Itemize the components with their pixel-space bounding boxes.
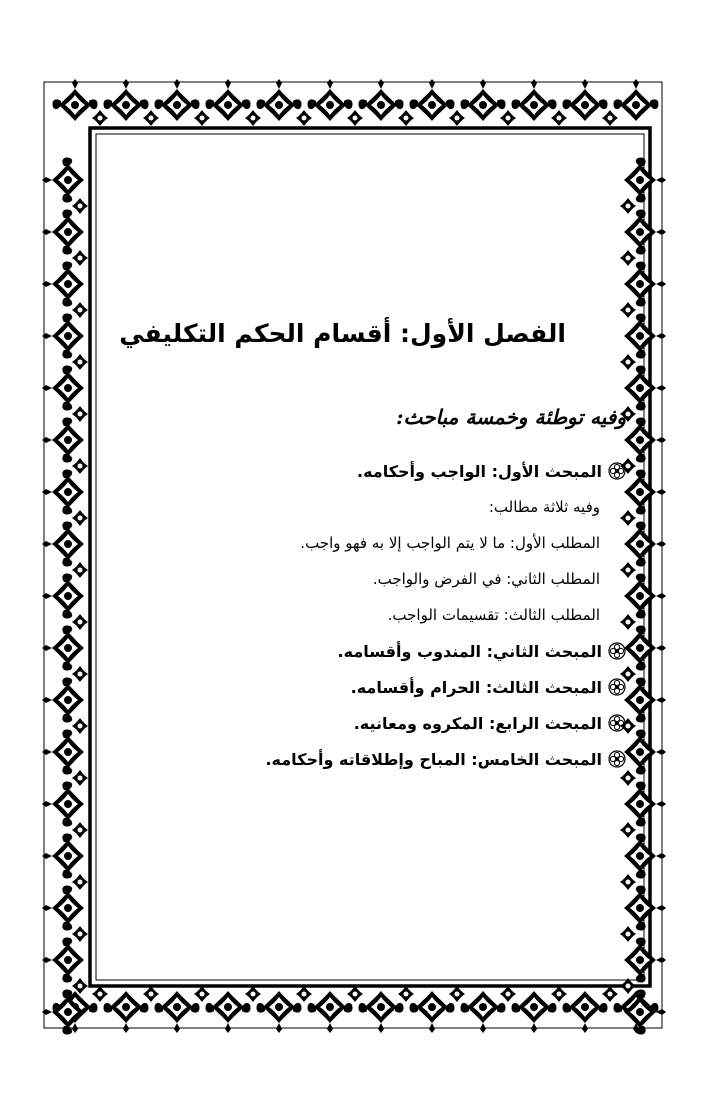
flower-icon bbox=[608, 462, 626, 480]
ornament-motif bbox=[72, 198, 88, 214]
ornament-motif bbox=[307, 79, 352, 121]
ornament-motif bbox=[143, 110, 159, 126]
ornament-motif bbox=[72, 354, 88, 370]
sections-list bbox=[96, 453, 626, 777]
ornament-motif bbox=[460, 79, 505, 121]
section-1 bbox=[96, 453, 626, 489]
flower-icon bbox=[608, 750, 626, 768]
ornament-motif bbox=[398, 986, 414, 1002]
section-label: المبحث الأول: الواجب وأحكامه. bbox=[357, 461, 602, 481]
ornament-motif bbox=[194, 986, 210, 1002]
ornament-motif bbox=[42, 833, 84, 878]
ornament-motif bbox=[511, 79, 556, 121]
ornament-motif bbox=[72, 250, 88, 266]
ornament-motif bbox=[143, 986, 159, 1002]
ornament-motif bbox=[602, 986, 618, 1002]
ornament-motif bbox=[256, 79, 301, 121]
ornament-motif bbox=[92, 110, 108, 126]
section-5 bbox=[96, 741, 626, 777]
ornament-motif bbox=[409, 79, 454, 121]
ornament-motif bbox=[42, 365, 84, 410]
ornament-motif bbox=[92, 986, 108, 1002]
ornament-motif bbox=[72, 926, 88, 942]
ornament-motif bbox=[460, 991, 505, 1033]
ornament-motif bbox=[72, 978, 88, 994]
ornament-motif bbox=[449, 986, 465, 1002]
chapter-intro: وفيه توطئة وخمسة مباحث: bbox=[396, 405, 626, 429]
ornament-motif bbox=[194, 110, 210, 126]
section-label: المبحث الرابع: المكروه ومعانيه. bbox=[353, 713, 602, 733]
subsection-3: المطلب الثالث: تقسيمات الواجب. bbox=[387, 606, 600, 624]
ornament-motif bbox=[72, 874, 88, 890]
ornament-motif bbox=[347, 110, 363, 126]
ornament-motif bbox=[42, 781, 84, 826]
ornament-motif bbox=[562, 79, 607, 121]
ornament-motif bbox=[72, 406, 88, 422]
chapter-title: الفصل الأول: أقسام الحكم التكليفي bbox=[119, 319, 566, 348]
ornament-motif bbox=[72, 822, 88, 838]
section-label: المبحث الثاني: المندوب وأقسامه. bbox=[337, 641, 602, 661]
section-label: المبحث الخامس: المباح وإطلاقاته وأحكامه. bbox=[265, 749, 602, 769]
ornament-motif bbox=[500, 110, 516, 126]
ornament-motif bbox=[42, 625, 84, 670]
ornament-motif bbox=[358, 991, 403, 1033]
ornament-motif bbox=[205, 991, 250, 1033]
ornament-motif bbox=[154, 991, 199, 1033]
ornament-motif bbox=[42, 469, 84, 514]
ornament-motif bbox=[72, 770, 88, 786]
ornament-motif bbox=[42, 937, 84, 982]
ornament-motif bbox=[42, 261, 84, 306]
ornament-motif bbox=[72, 510, 88, 526]
ornament-motif bbox=[307, 991, 352, 1033]
ornament-motif bbox=[551, 986, 567, 1002]
ornament-motif bbox=[42, 313, 84, 358]
ornament-motif bbox=[154, 79, 199, 121]
ornament-motif bbox=[72, 614, 88, 630]
ornament-motif bbox=[72, 458, 88, 474]
ornament-motif bbox=[103, 991, 148, 1033]
ornament-motif bbox=[245, 110, 261, 126]
ornament-motif bbox=[42, 729, 84, 774]
flower-icon bbox=[608, 678, 626, 696]
section-2 bbox=[96, 633, 626, 669]
ornament-motif bbox=[358, 79, 403, 121]
ornament-motif bbox=[347, 986, 363, 1002]
border-top-ornaments bbox=[52, 79, 658, 126]
ornament-motif bbox=[500, 986, 516, 1002]
ornament-motif bbox=[449, 110, 465, 126]
ornament-motif bbox=[42, 417, 84, 462]
ornament-motif bbox=[562, 991, 607, 1033]
ornament-motif bbox=[42, 157, 84, 202]
ornament-motif bbox=[72, 562, 88, 578]
flower-icon bbox=[608, 642, 626, 660]
ornament-motif bbox=[296, 110, 312, 126]
ornament-motif bbox=[613, 79, 658, 121]
ornament-motif bbox=[103, 79, 148, 121]
ornament-motif bbox=[72, 666, 88, 682]
section-label: المبحث الثالث: الحرام وأقسامه. bbox=[350, 677, 602, 697]
ornament-motif bbox=[42, 521, 84, 566]
ornament-motif bbox=[602, 110, 618, 126]
ornament-motif bbox=[551, 110, 567, 126]
ornament-motif bbox=[42, 885, 84, 930]
ornament-motif bbox=[72, 302, 88, 318]
ornament-motif bbox=[256, 991, 301, 1033]
ornament-motif bbox=[205, 79, 250, 121]
subsection-2: المطلب الثاني: في الفرض والواجب. bbox=[372, 570, 600, 588]
section-3 bbox=[96, 669, 626, 705]
ornament-motif bbox=[511, 991, 556, 1033]
ornament-motif bbox=[42, 677, 84, 722]
border-bottom-ornaments bbox=[52, 986, 658, 1033]
ornament-motif bbox=[245, 986, 261, 1002]
ornament-motif bbox=[409, 991, 454, 1033]
ornament-motif bbox=[52, 79, 97, 121]
section-4 bbox=[96, 705, 626, 741]
flower-icon bbox=[608, 714, 626, 732]
subsections-intro: وفيه ثلاثة مطالب: bbox=[488, 498, 600, 516]
page-content bbox=[96, 133, 652, 983]
ornament-motif bbox=[72, 718, 88, 734]
ornament-motif bbox=[296, 986, 312, 1002]
ornament-motif bbox=[42, 209, 84, 254]
ornament-motif bbox=[398, 110, 414, 126]
border-left-ornaments bbox=[42, 157, 88, 1034]
subsection-1: المطلب الأول: ما لا يتم الواجب إلا به فهو واجب. bbox=[300, 534, 600, 552]
ornament-motif bbox=[42, 573, 84, 618]
